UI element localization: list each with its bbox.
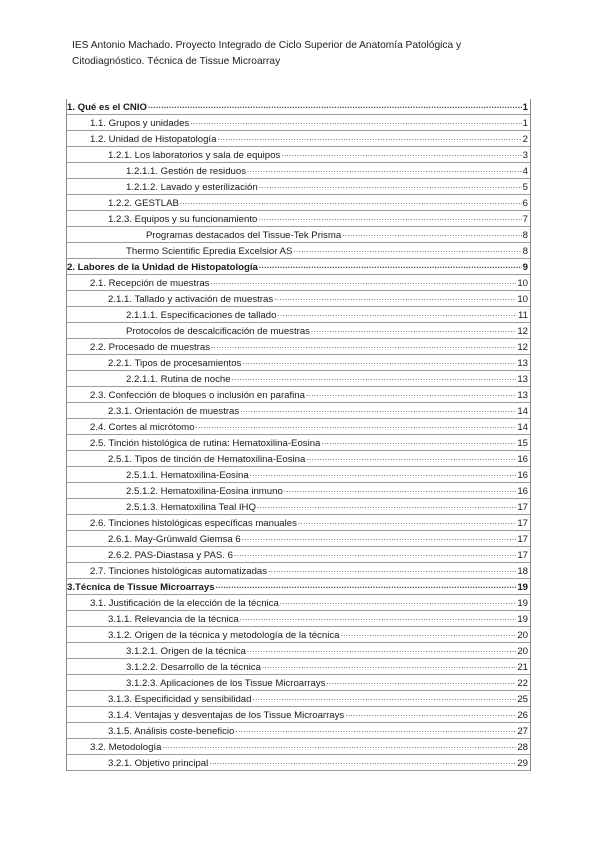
- toc-entry-page: 8: [522, 246, 528, 257]
- toc-entry-title: 3.2. Metodología: [90, 742, 162, 753]
- toc-entry[interactable]: [67, 579, 530, 595]
- toc-entry[interactable]: [67, 611, 530, 627]
- dot-leader: [210, 276, 516, 288]
- toc-entry-title: 2.5.1.1. Hematoxilina-Eosina: [126, 470, 249, 481]
- toc-entry-title: 2.6. Tinciones histológicas específicas manuales: [90, 518, 297, 529]
- toc-entry-page: 18: [517, 566, 528, 577]
- toc-entry-title: 2.2.1.1. Rutina de noche: [126, 374, 231, 385]
- toc-entry[interactable]: [67, 707, 530, 723]
- toc-entry-page: 19: [517, 582, 528, 593]
- dot-leader: [235, 724, 516, 736]
- running-header: [72, 38, 522, 70]
- toc-entry-page: 19: [517, 598, 528, 609]
- dot-leader: [180, 196, 522, 208]
- toc-entry-title: 2.5.1.3. Hematoxilina Teal IHQ: [126, 502, 256, 513]
- toc-entry-title: 2.3.1. Orientación de muestras: [108, 406, 240, 417]
- toc-entry-title: 3.1. Justificación de la elección de la técnica: [90, 598, 279, 609]
- dot-leader: [247, 164, 522, 176]
- toc-entry[interactable]: [67, 675, 530, 691]
- dot-leader: [234, 548, 516, 560]
- toc-entry[interactable]: [67, 275, 530, 291]
- toc-entry-title: 2.6.2. PAS-Diastasa y PAS. 6: [108, 550, 233, 561]
- toc-entry[interactable]: [67, 147, 530, 163]
- dot-leader: [281, 148, 521, 160]
- toc-entry-page: 5: [522, 182, 528, 193]
- toc-entry-page: 6: [522, 198, 528, 209]
- header-line-1: IES Antonio Machado. Proyecto Integrado de Ciclo Superior de Anatomía Patológica y: [72, 40, 462, 51]
- toc-entry[interactable]: [67, 387, 530, 403]
- toc-entry-page: 29: [517, 758, 528, 769]
- toc-entry-title: 1.2.1.2. Lavado y esterilización: [126, 182, 258, 193]
- table-of-contents: [66, 99, 531, 771]
- toc-entry-page: 17: [517, 518, 528, 529]
- dot-leader: [196, 420, 517, 432]
- toc-entry-page: 4: [522, 166, 528, 177]
- toc-entry[interactable]: [67, 243, 530, 259]
- toc-entry-page: 14: [517, 406, 528, 417]
- toc-entry-page: 12: [517, 326, 528, 337]
- toc-entry-title: 1.2.3. Equipos y su funcionamiento: [108, 214, 258, 225]
- dot-leader: [217, 132, 521, 144]
- dot-leader: [242, 532, 517, 544]
- toc-entry-title: 1.2. Unidad de Histopatología: [90, 134, 217, 145]
- toc-entry[interactable]: [67, 131, 530, 147]
- toc-entry-title: 1.2.2. GESTLAB: [108, 198, 179, 209]
- toc-entry-title: 2.5.1.2. Hematoxilina-Eosina inmuno: [126, 486, 283, 497]
- toc-entry[interactable]: [67, 627, 530, 643]
- toc-entry-page: 7: [522, 214, 528, 225]
- toc-entry-page: 13: [517, 358, 528, 369]
- dot-leader: [258, 212, 521, 224]
- toc-entry-page: 11: [518, 310, 528, 321]
- toc-entry-title: 3.1.5. Análisis coste-beneficio: [108, 726, 235, 737]
- toc-entry-page: 17: [517, 534, 528, 545]
- toc-entry-page: 17: [517, 550, 528, 561]
- dot-leader: [259, 260, 522, 272]
- toc-entry[interactable]: [67, 499, 530, 515]
- dot-leader: [259, 180, 522, 192]
- toc-entry-title: 2.4. Cortes al micrótomo: [90, 422, 195, 433]
- toc-entry[interactable]: [67, 451, 530, 467]
- toc-entry[interactable]: [67, 595, 530, 611]
- dot-leader: [345, 708, 516, 720]
- toc-entry-title: 2.2.1. Tipos de procesamientos: [108, 358, 242, 369]
- toc-entry-page: 20: [517, 646, 528, 657]
- toc-entry-page: 17: [517, 502, 528, 513]
- toc-entry-page: 20: [517, 630, 528, 641]
- dot-leader: [211, 340, 516, 352]
- toc-entry-page: 1: [522, 118, 528, 129]
- toc-entry-page: 28: [517, 742, 528, 753]
- toc-entry-page: 8: [522, 230, 528, 241]
- dot-leader: [306, 452, 516, 464]
- toc-entry[interactable]: [67, 755, 530, 771]
- toc-entry-title: Thermo Scientific Epredia Excelsior AS: [126, 246, 293, 257]
- dot-leader: [280, 596, 517, 608]
- dot-leader: [257, 500, 516, 512]
- toc-entry-title: 2.1. Recepción de muestras: [90, 278, 210, 289]
- dot-leader: [262, 660, 516, 672]
- toc-entry-page: 16: [517, 486, 528, 497]
- dot-leader: [232, 372, 517, 384]
- dot-leader: [321, 436, 516, 448]
- toc-entry[interactable]: [67, 659, 530, 675]
- dot-leader: [311, 324, 516, 336]
- dot-leader: [293, 244, 521, 256]
- toc-entry-page: 21: [517, 662, 528, 673]
- dot-leader: [209, 756, 516, 768]
- dot-leader: [342, 228, 522, 240]
- dot-leader: [242, 356, 516, 368]
- toc-entry-title: 2.3. Confección de bloques o inclusión en parafina: [90, 390, 305, 401]
- toc-entry-page: 10: [517, 278, 528, 289]
- toc-entry[interactable]: [67, 547, 530, 563]
- toc-entry[interactable]: [67, 563, 530, 579]
- toc-entry-title: 3.1.2.3. Aplicaciones de los Tissue Microarrays: [126, 678, 326, 689]
- toc-entry[interactable]: [67, 163, 530, 179]
- dot-leader: [277, 308, 517, 320]
- toc-entry-title: 1.2.1.1. Gestión de residuos: [126, 166, 246, 177]
- dot-leader: [284, 484, 517, 496]
- toc-entry[interactable]: [67, 307, 530, 323]
- toc-entry-page: 10: [517, 294, 528, 305]
- toc-entry-title: 3.1.2.2. Desarrollo de la técnica: [126, 662, 261, 673]
- toc-entry-page: 16: [517, 470, 528, 481]
- toc-entry[interactable]: [67, 643, 530, 659]
- toc-entry[interactable]: [67, 371, 530, 387]
- toc-entry[interactable]: [67, 403, 530, 419]
- toc-entry[interactable]: [67, 467, 530, 483]
- toc-entry[interactable]: [67, 227, 530, 243]
- dot-leader: [240, 612, 517, 624]
- dot-leader: [216, 580, 517, 592]
- toc-entry-title: 2.7. Tinciones histológicas automatizadas: [90, 566, 268, 577]
- toc-entry-title: 2.1.1. Tallado y activación de muestras: [108, 294, 274, 305]
- toc-entry-page: 25: [517, 694, 528, 705]
- toc-entry[interactable]: [67, 179, 530, 195]
- toc-entry-page: 13: [517, 390, 528, 401]
- toc-entry[interactable]: [67, 323, 530, 339]
- toc-entry-page: 2: [522, 134, 528, 145]
- header-line-2: Citodiagnóstico. Técnica de Tissue Microarray: [72, 56, 281, 67]
- toc-entry[interactable]: [67, 355, 530, 371]
- toc-entry-title: 1.2.1. Los laboratorios y sala de equipos: [108, 150, 281, 161]
- toc-entry-page: 14: [517, 422, 528, 433]
- toc-entry[interactable]: [67, 483, 530, 499]
- dot-leader: [298, 516, 516, 528]
- toc-entry[interactable]: [67, 739, 530, 755]
- toc-entry[interactable]: [67, 115, 530, 131]
- dot-leader: [326, 676, 516, 688]
- toc-entry-page: 22: [517, 678, 528, 689]
- toc-entry-page: 1: [522, 102, 528, 113]
- toc-entry-title: 1.1. Grupos y unidades: [90, 118, 190, 129]
- toc-entry[interactable]: [67, 339, 530, 355]
- toc-entry[interactable]: [67, 723, 530, 739]
- toc-entry[interactable]: [67, 211, 530, 227]
- toc-entry-page: 13: [517, 374, 528, 385]
- toc-entry-page: 26: [517, 710, 528, 721]
- toc-entry[interactable]: [67, 435, 530, 451]
- toc-entry[interactable]: [67, 515, 530, 531]
- toc-entry[interactable]: [67, 419, 530, 435]
- toc-entry-title: Programas destacados del Tissue-Tek Prisma: [146, 230, 342, 241]
- toc-entry-page: 15: [517, 438, 528, 449]
- dot-leader: [306, 388, 516, 400]
- toc-entry-title: 3.1.1. Relevancia de la técnica: [108, 614, 239, 625]
- toc-entry-page: 27: [517, 726, 528, 737]
- toc-entry-title: 2.2. Procesado de muestras: [90, 342, 210, 353]
- dot-leader: [247, 644, 516, 656]
- toc-entry-page: 9: [522, 262, 528, 273]
- toc-entry[interactable]: [67, 195, 530, 211]
- toc-entry-title: 3.1.4. Ventajas y desventajas de los Tissue Microarrays: [108, 710, 345, 721]
- dot-leader: [340, 628, 516, 640]
- toc-entry-page: 16: [517, 454, 528, 465]
- toc-entry-title: 3.1.3. Especificidad y sensibilidad: [108, 694, 252, 705]
- toc-entry-title: 3.2.1. Objetivo principal: [108, 758, 209, 769]
- dot-leader: [240, 404, 516, 416]
- toc-entry[interactable]: [67, 531, 530, 547]
- dot-leader: [250, 468, 517, 480]
- toc-entry[interactable]: [67, 99, 530, 115]
- toc-entry-page: 3: [522, 150, 528, 161]
- toc-entry-title: 2.5. Tinción histológica de rutina: Hematoxilina-Eosina: [90, 438, 321, 449]
- toc-entry[interactable]: [67, 259, 530, 275]
- dot-leader: [274, 292, 516, 304]
- toc-entry-title: 2. Labores de la Unidad de Histopatología: [67, 262, 258, 273]
- toc-entry[interactable]: [67, 691, 530, 707]
- dot-leader: [268, 564, 516, 576]
- dot-leader: [190, 116, 521, 128]
- toc-entry-page: 19: [517, 614, 528, 625]
- toc-entry-title: 3.1.2.1. Origen de la técnica: [126, 646, 246, 657]
- dot-leader: [162, 740, 516, 752]
- toc-entry-title: 3.1.2. Origen de la técnica y metodología de la técnica: [108, 630, 340, 641]
- toc-entry-title: 2.6.1. May-Grünwald Giemsa 6: [108, 534, 241, 545]
- toc-entry-title: 2.5.1. Tipos de tinción de Hematoxilina-Eosina: [108, 454, 306, 465]
- dot-leader: [252, 692, 516, 704]
- toc-entry-title: 1. Qué es el CNIO: [67, 102, 147, 113]
- toc-entry-title: 2.1.1.1. Especificaciones de tallado: [126, 310, 277, 321]
- toc-entry-title: Protocolos de descalcificación de muestras: [126, 326, 310, 337]
- dot-leader: [148, 100, 522, 112]
- toc-entry[interactable]: [67, 291, 530, 307]
- toc-entry-page: 12: [517, 342, 528, 353]
- toc-entry-title: 3.Técnica de Tissue Microarrays: [67, 582, 215, 593]
